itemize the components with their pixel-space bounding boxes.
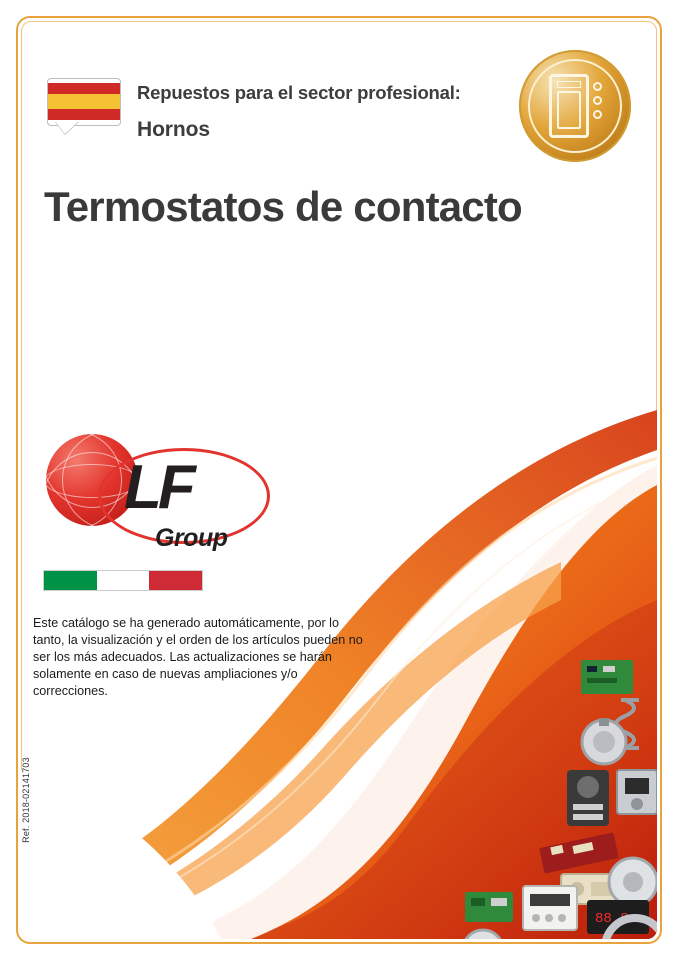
header-subtitle: Repuestos para el sector profesional: [137,82,461,103]
disclaimer-text: Este catálogo se ha generado automáticamente, por lo tanto, la visualización y el orden de los artículos pueden no ser los más adecuados. Las actualizaciones se harán solamente en caso de nuevas ampliaciones y/o correcciones. [33,616,363,698]
oven-body [549,74,589,138]
flag-bubble-tail [55,121,79,134]
oven-knob-3 [593,110,602,119]
svg-text:88.8: 88.8 [595,911,629,927]
oven-control-panel [557,81,581,88]
reference-code: Ref. 2018-02141703 [21,757,31,843]
flag-stripe-middle [48,94,120,109]
flag-stripe-bottom [48,109,120,120]
italy-flag-white [97,571,150,590]
page-title: Termostatos de contacto [44,183,522,230]
italy-flag-red [149,571,202,590]
oven-door [557,91,581,129]
flag-stripe-top [48,83,120,94]
flag-bubble [47,78,121,126]
header-category: Hornos [137,118,210,141]
italy-flag-green [44,571,97,590]
header-text-block [137,82,497,142]
lf-group-logo [40,430,270,580]
oven-knob-1 [593,82,602,91]
logo-wordmark: LF [124,453,192,522]
spain-flag-icon [47,78,119,132]
oven-icon [519,50,631,162]
italy-flag-icon [43,570,203,591]
oven-knob-2 [593,96,602,105]
logo-subtext: Group [155,524,228,552]
